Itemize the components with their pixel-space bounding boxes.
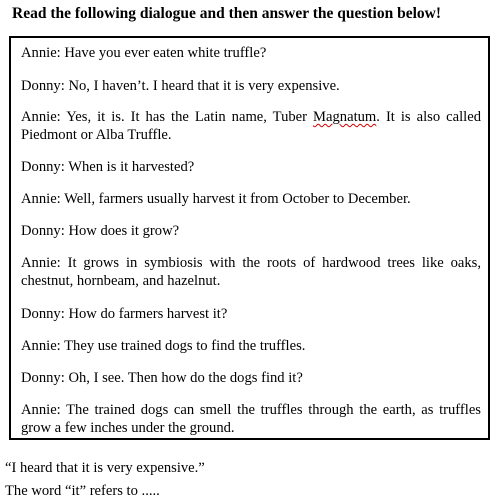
dialogue-line: [21, 77, 481, 95]
speaker: Donny :: [21, 306, 68, 322]
dialogue-line: [21, 158, 481, 176]
dialogue-line: [21, 369, 481, 387]
dialogue-line: [21, 337, 481, 355]
speaker: Donny :: [21, 78, 68, 94]
utterance: It grows in symbiosis with the roots of hardwood trees like oaks, chestnut, hornbeam, and hazelnut.: [21, 255, 482, 289]
utterance: Have you ever eaten white truffle?: [64, 45, 267, 61]
dialogue-box: [9, 36, 490, 440]
spellcheck-underlined-word: Magnatum: [313, 109, 377, 125]
speaker: Annie :: [21, 109, 66, 125]
utterance: How do farmers harvest it?: [68, 306, 228, 322]
utterance: They use trained dogs to find the truffles.: [64, 338, 306, 354]
dialogue-line: [21, 254, 481, 290]
speaker: Annie :: [21, 338, 64, 354]
speaker: Donny :: [21, 370, 68, 386]
speaker: Donny :: [21, 159, 68, 175]
utterance: Yes, it is. It has the Latin name, Tuber: [66, 109, 314, 125]
question-prompt: The word “it” refers to .....: [5, 483, 160, 499]
dialogue-line: [21, 108, 481, 144]
utterance: When is it harvested?: [68, 159, 195, 175]
dialogue-line: [21, 305, 481, 323]
dialogue-line: [21, 190, 481, 208]
utterance: No, I haven’t. I heard that it is very expensive.: [68, 78, 340, 94]
utterance: . It is also called Piedmont or Alba Truffle.: [21, 109, 481, 143]
utterance: Well, farmers usually harvest it from October to December.: [64, 191, 411, 207]
instruction-heading: Read the following dialogue and then answer the question below!: [12, 5, 442, 22]
question-quote: “I heard that it is very expensive.”: [5, 460, 205, 476]
speaker: Annie :: [21, 45, 64, 61]
dialogue-line: [21, 401, 481, 437]
speaker: Donny :: [21, 223, 68, 239]
utterance: Oh, I see. Then how do the dogs find it?: [68, 370, 303, 386]
utterance: The trained dogs can smell the truffles through the earth, as truffles grow a few inches under the ground.: [21, 402, 481, 436]
dialogue-line: [21, 44, 481, 62]
speaker: Annie :: [21, 402, 66, 418]
utterance: How does it grow?: [68, 223, 180, 239]
speaker: Annie :: [21, 255, 68, 271]
speaker: Annie :: [21, 191, 64, 207]
dialogue-line: [21, 222, 481, 240]
